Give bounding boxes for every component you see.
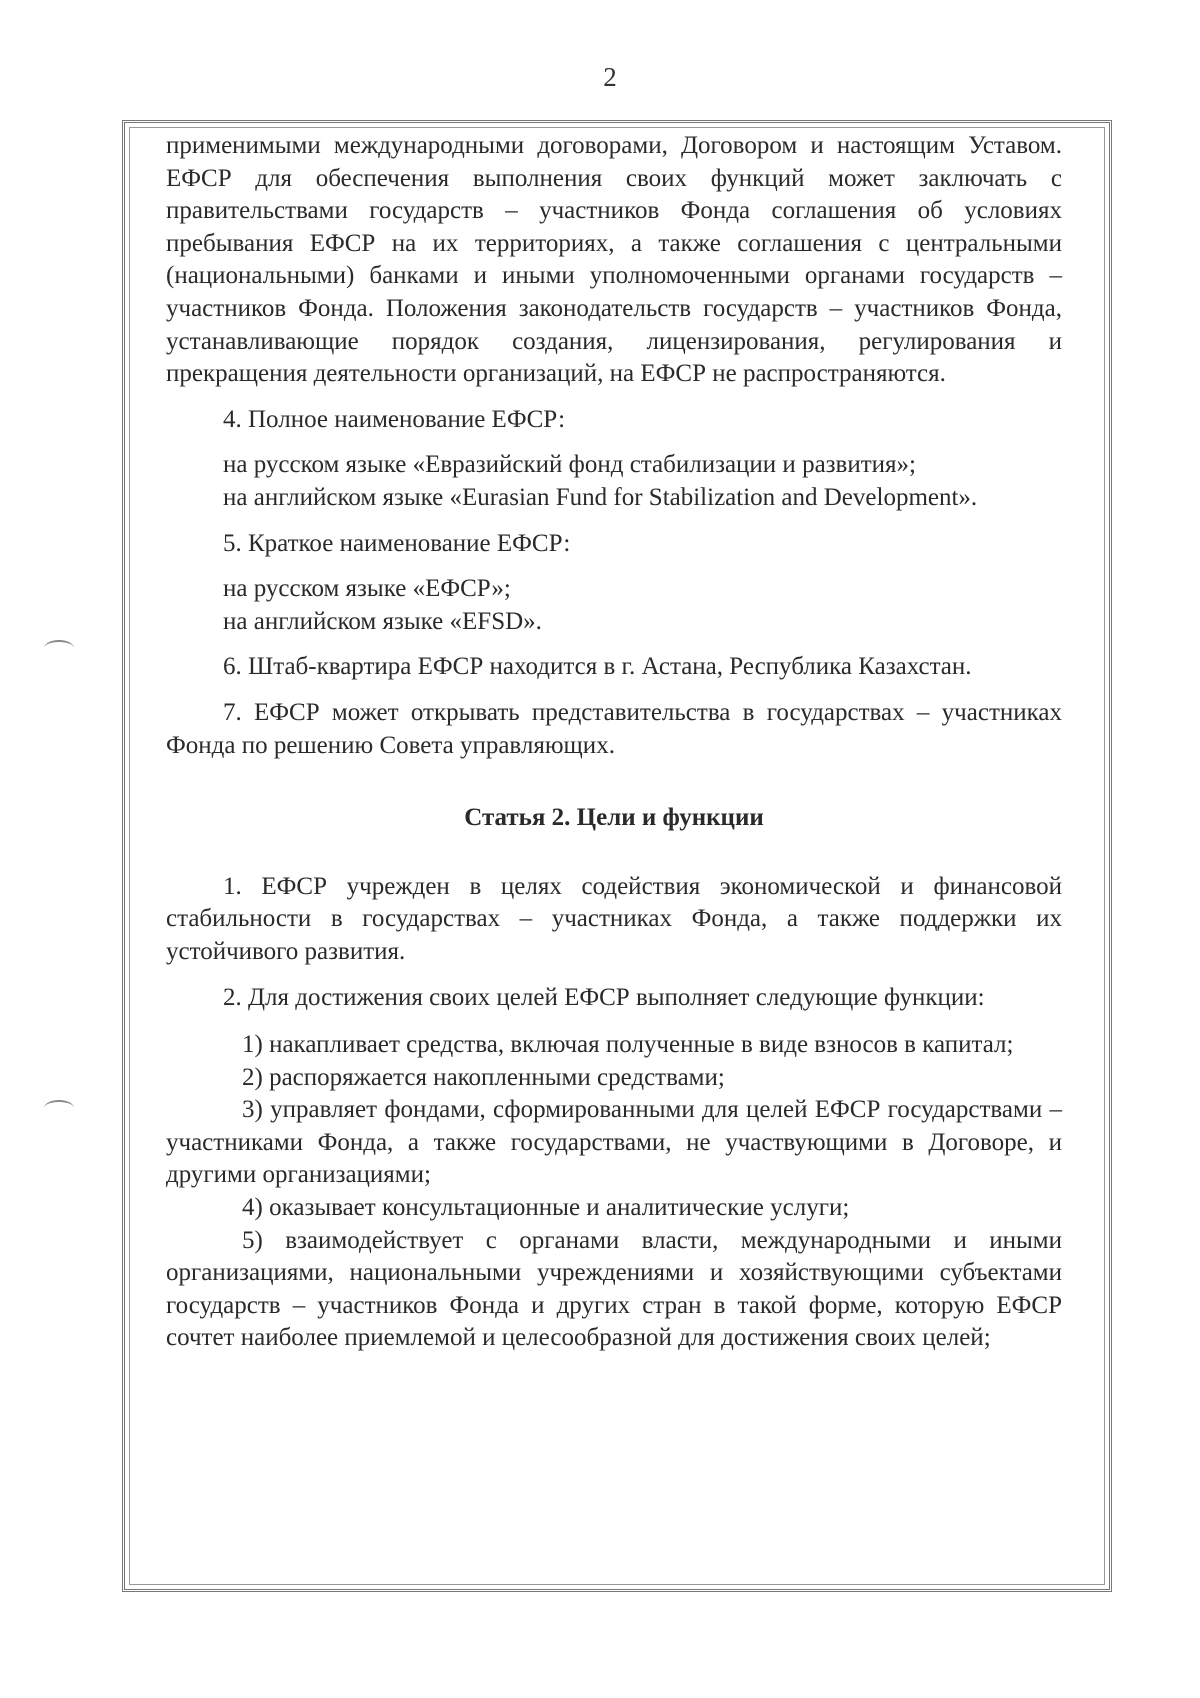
page-number: 2	[603, 62, 617, 92]
document-body	[166, 130, 1062, 1355]
function-item: 1) накапливает средства, включая полученные в виде взносов в капитал;	[242, 1031, 1014, 1059]
article-2-paragraph-1: 1. ЕФСР учрежден в целях содействия экономической и финансовой стабильности в государствах – участниках Фонда, а также поддержки их устойчивого развития.	[166, 872, 1062, 965]
punch-hole-mark	[44, 1100, 74, 1116]
clause-5-title: 5. Краткое наименование ЕФСР:	[223, 529, 571, 557]
article-2-paragraph-2: 2. Для достижения своих целей ЕФСР выполняет следующие функции:	[223, 984, 985, 1012]
function-item: 3) управляет фондами, сформированными для целей ЕФСР государствами – участниками Фонда, а также государствами, не участвующими в Договоре, и другими организациями;	[166, 1096, 1062, 1189]
clause-4-english-name: на английском языке «Eurasian Fund for Stabilization and Development».	[223, 483, 978, 511]
clause-6: 6. Штаб-квартира ЕФСР находится в г. Астана, Республика Казахстан.	[223, 653, 972, 681]
clause-7: 7. ЕФСР может открывать представительства в государствах – участниках Фонда по решению Совета управляющих.	[166, 698, 1062, 759]
clause-5-english-name: на английском языке «EFSD».	[223, 607, 542, 635]
function-item: 4) оказывает консультационные и аналитические услуги;	[242, 1194, 850, 1222]
article-2-heading: Статья 2. Цели и функции	[464, 804, 764, 832]
function-item: 2) распоряжается накопленными средствами;	[242, 1063, 725, 1091]
clause-4-russian-name: на русском языке «Евразийский фонд стабилизации и развития»;	[223, 451, 916, 479]
paragraph-continuation: применимыми международными договорами, Договором и настоящим Уставом. ЕФСР для обеспечения выполнения своих функций может заключать с правительствами государств – участников Фонда соглашения об условиях пребывания ЕФСР на их территориях, а также соглашения с центральными (национальными) банками и иными уполномоченными органами государств – участников Фонда. Положения законодательств государств – участников Фонда, устанавливающие порядок создания, лицензирования, регулирования и прекращения деятельности организаций, на ЕФСР не распространяются.	[166, 132, 1062, 388]
function-item: 5) взаимодействует с органами власти, международными и иными организациями, национальными учреждениями и хозяйствующими субъектами государств – участников Фонда и других стран в такой форме, которую ЕФСР сочтет наиболее приемлемой и целесообразной для достижения своих целей;	[166, 1226, 1062, 1352]
punch-hole-mark	[44, 640, 74, 656]
clause-4-title: 4. Полное наименование ЕФСР:	[223, 405, 566, 433]
clause-5-russian-name: на русском языке «ЕФСР»;	[223, 575, 511, 603]
